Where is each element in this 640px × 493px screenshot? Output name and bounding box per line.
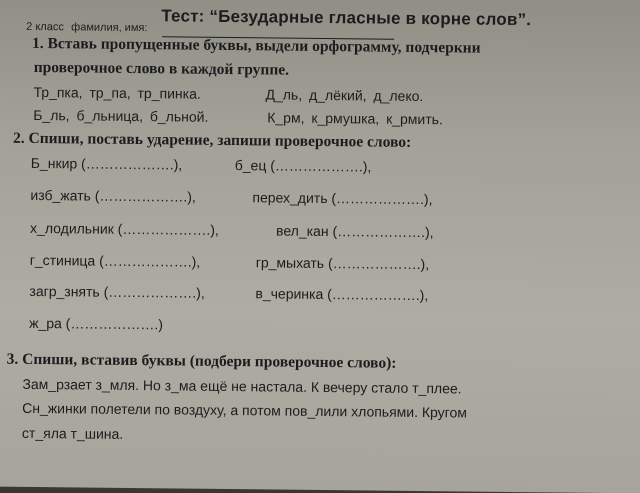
grade-label: 2 класс (26, 20, 64, 34)
task3-text-line: Сн_жинки полетели по воздуху, а потом пов_лили хлопьями. Кругом (22, 399, 468, 421)
task2-word: вел_кан (……………….), (276, 222, 434, 241)
task2-word: Б_нкир (……………….), (30, 154, 183, 173)
task1-group-2: Д_ль, д_лёкий, д_леко. (265, 86, 424, 105)
task1-group-1: Тр_пка, тр_па, тр_пинка. (33, 83, 201, 102)
task2-word: в_черинка (……………….), (255, 285, 429, 304)
task3-heading: 3. Спиши, вставив буквы (подбери проверочное слово): (6, 350, 397, 372)
task1-heading: 1. Вставь пропущенные буквы, выдели орфограмму, подчеркни (31, 34, 481, 57)
task2-word: перех_дить (……………….), (252, 189, 433, 208)
task2-word: загр_знять (……………….), (29, 282, 205, 301)
task2-word: б_ец (……………….), (234, 157, 372, 175)
task2-word: г_стиница (……………….), (29, 251, 201, 270)
task1-group-4: К_рм, к_рмушка, к_рмить. (267, 109, 443, 128)
task2-word: х_лодильник (……………….), (30, 219, 219, 238)
task1-heading-cont: проверочное слово в каждой группе. (33, 58, 290, 79)
test-title: Тест: “Безударные гласные в корне слов”. (161, 6, 532, 30)
task2-word: гр_мыхать (……………….), (255, 254, 430, 273)
task1-group-3: Б_ль, б_льница, б_льной. (33, 106, 209, 125)
task3-text-line: ст_яла т_шина. (21, 424, 124, 442)
task2-word: изб_жать (……………….), (30, 186, 196, 205)
task3-text-line: Зам_рзает з_мля. Но з_ма ещё не настала. К вечеру стало т_плее. (22, 375, 462, 397)
task2-heading: 2. Спиши, поставь ударение, запиши проверочное слово: (12, 129, 412, 151)
name-field-label: фамилия, имя: (71, 21, 148, 35)
task2-word: ж_ра (……………….) (29, 314, 164, 333)
